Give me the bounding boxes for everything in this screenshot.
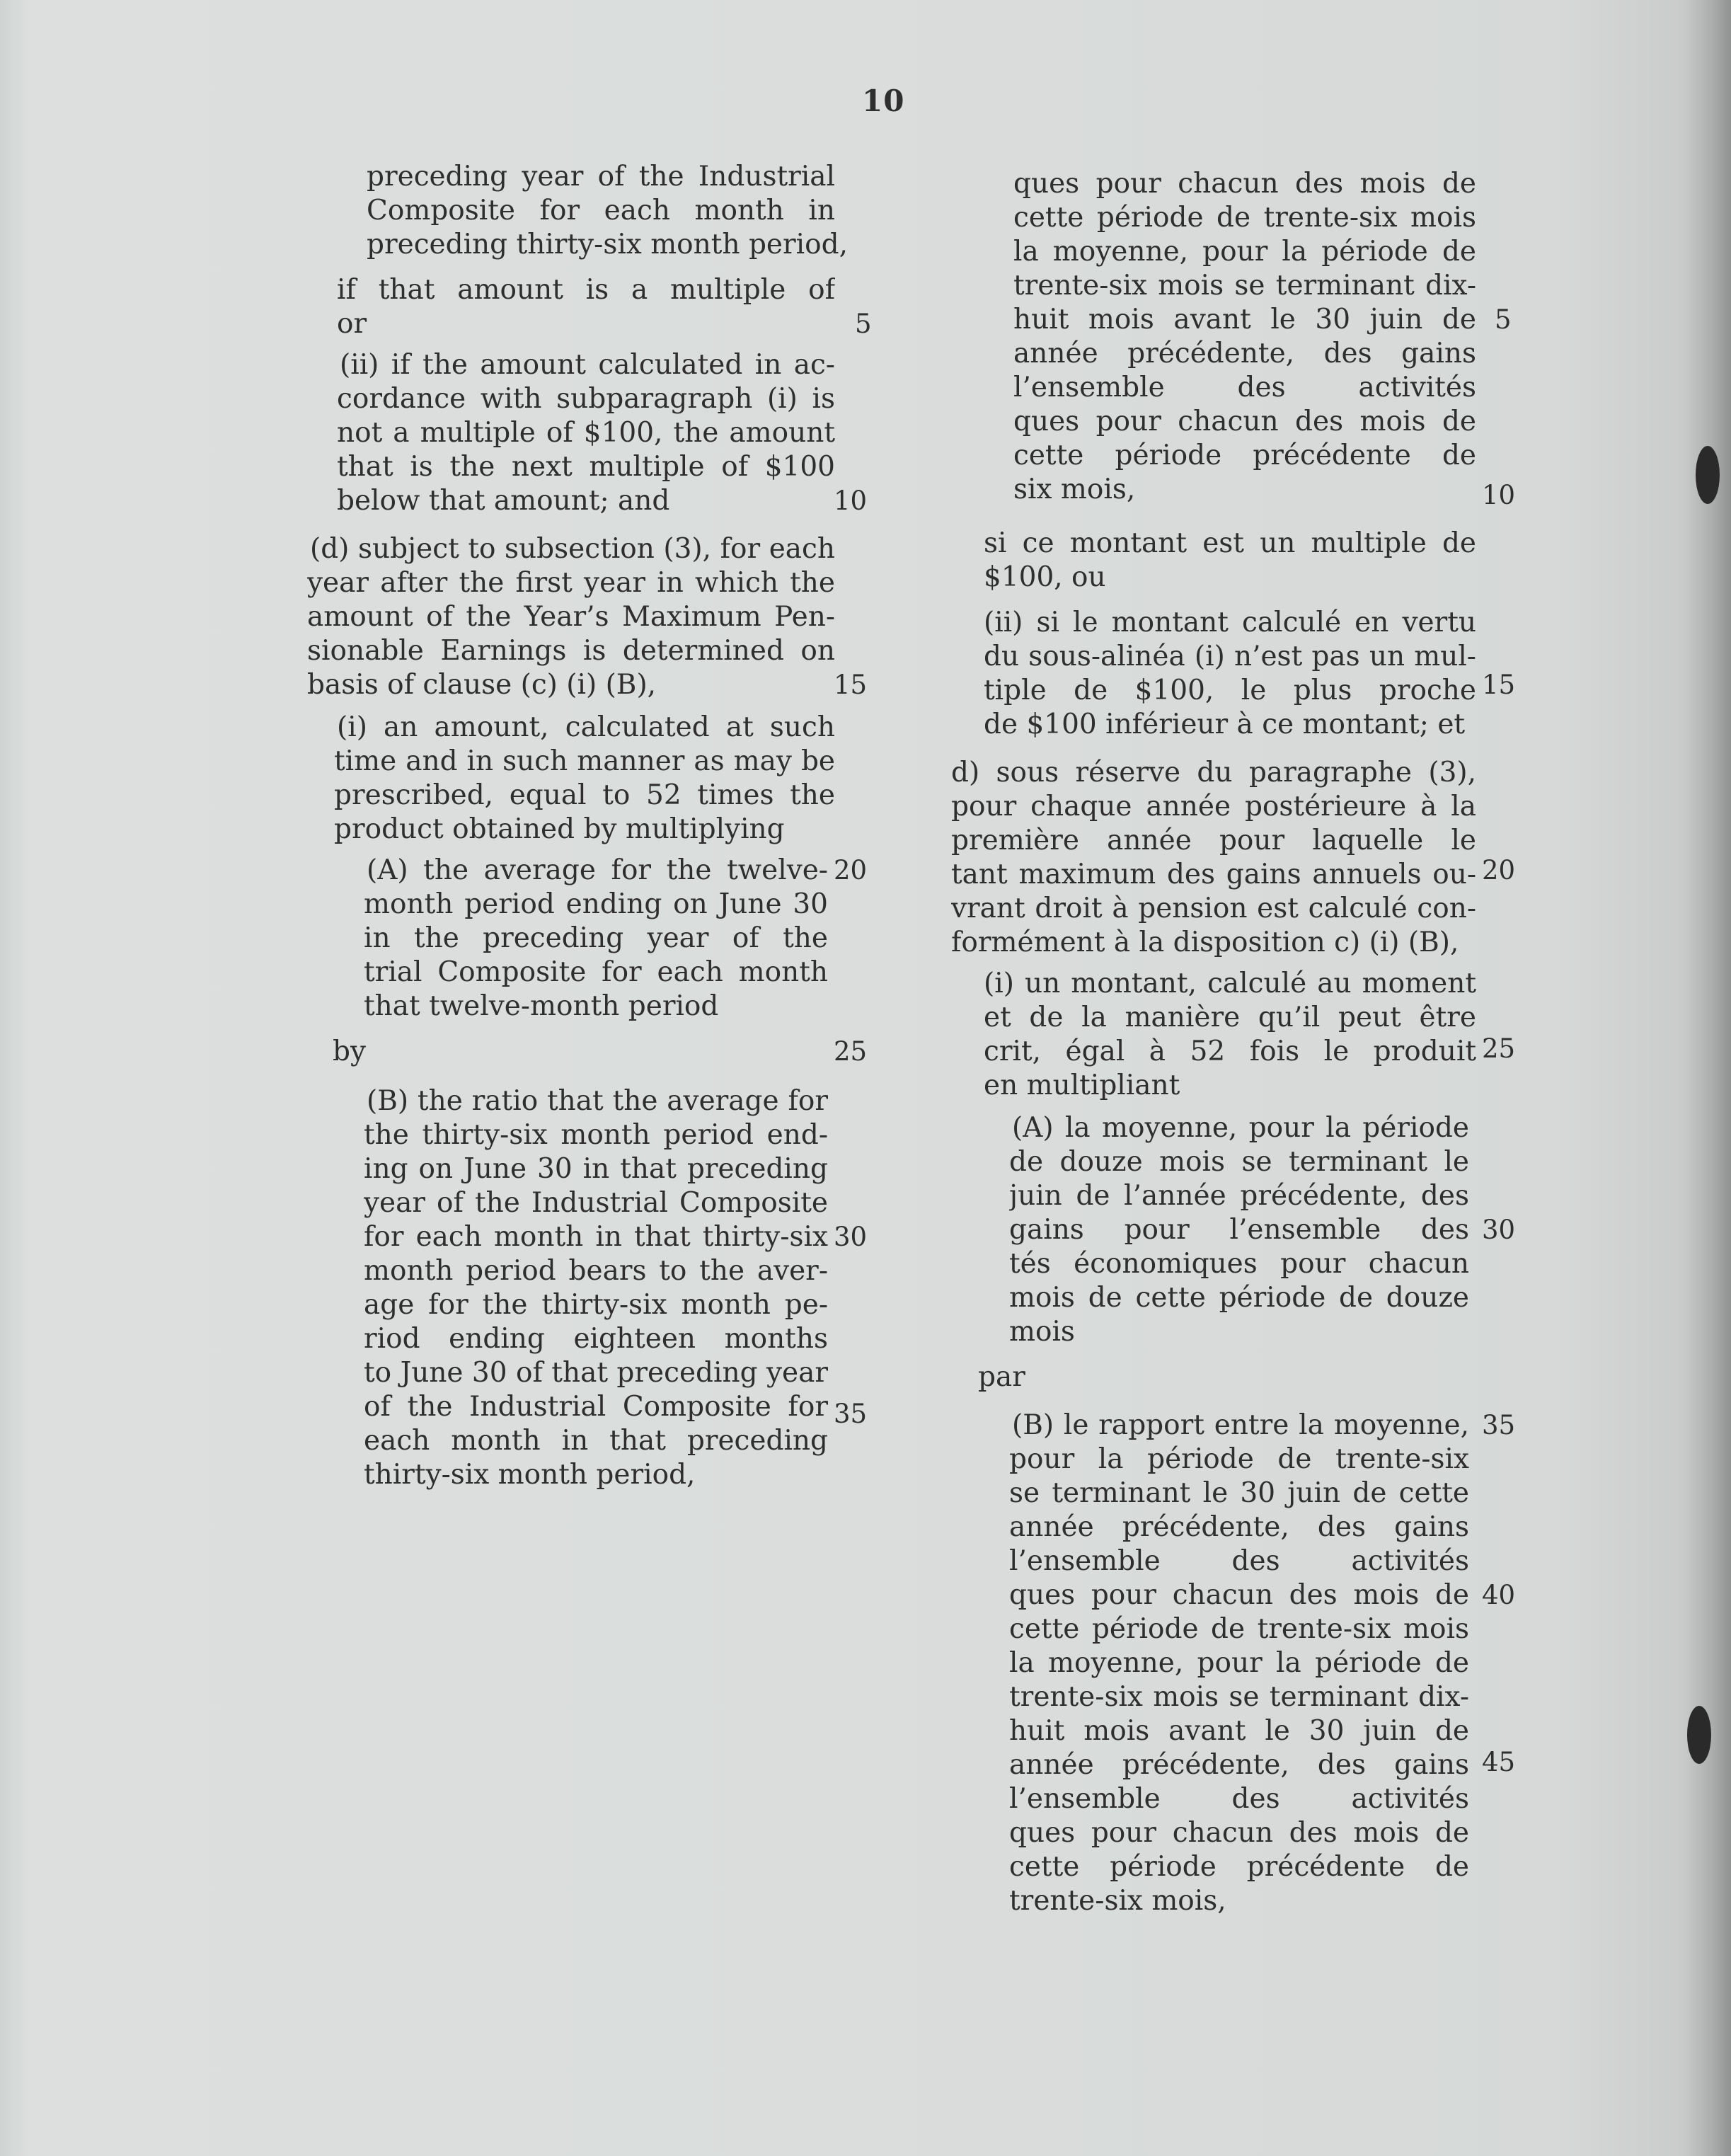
text-line: formément à la disposition c) (i) (B), (951, 927, 1459, 958)
text-line: $100, ou (984, 561, 1106, 593)
text-line: ques pour chacun des mois de (1009, 1579, 1469, 1611)
text-line: crit, égal à 52 fois le produit (984, 1036, 1476, 1067)
text-line: ing on June 30 in that preceding (364, 1153, 828, 1185)
text-line: pour la période de trente-six (1009, 1443, 1469, 1475)
line-number: 25 (834, 1036, 868, 1067)
text-line: Composite for each month in (367, 195, 835, 227)
text-line: année précédente, des gains (1009, 1749, 1469, 1781)
page-number: 10 (862, 84, 905, 118)
text-line: or (337, 308, 367, 340)
text-line: (i) an amount, calculated at such (337, 711, 835, 743)
text-line: cette période de trente-six mois (1013, 202, 1476, 234)
text-line: year after the first year in which the (307, 567, 835, 599)
text-line: pour chaque année postérieure à la (951, 791, 1476, 822)
text-line: six mois, (1013, 474, 1136, 505)
text-line: (ii) si le montant calculé en vertu (984, 607, 1476, 638)
text-line: by (333, 1036, 366, 1067)
text-line: preceding thirty-six month period, (367, 229, 848, 260)
text-line: tés économiques pour chacun (1009, 1248, 1469, 1280)
text-line: preceding year of the Industrial (367, 161, 835, 193)
text-line: de $100 inférieur à ce montant; et (984, 709, 1466, 740)
text-line: to June 30 of that preceding year (364, 1357, 828, 1389)
text-line: se terminant le 30 juin de cette (1009, 1477, 1469, 1509)
text-line: en multipliant (984, 1070, 1180, 1101)
text-line: d) sous réserve du paragraphe (3), (951, 757, 1476, 789)
text-line: tant maximum des gains annuels ou- (951, 859, 1476, 890)
text-line: (i) un montant, calculé au moment (984, 968, 1476, 999)
text-line: l’ensemble des activités (1013, 372, 1476, 403)
page-edge-shadow (1681, 0, 1731, 2156)
line-number: 35 (1482, 1410, 1516, 1440)
text-line: l’ensemble des activités (1009, 1783, 1469, 1815)
text-line: below that amount; and (337, 485, 670, 517)
text-line: thirty-six month period, (364, 1459, 696, 1491)
text-line: huit mois avant le 30 juin de (1013, 304, 1476, 336)
line-number: 10 (1482, 480, 1516, 510)
text-line: sionable Earnings is determined on (307, 635, 835, 667)
text-line: vrant droit à pension est calculé con- (951, 893, 1476, 924)
text-line: of the Industrial Composite for (364, 1391, 828, 1423)
text-line: time and in such manner as may be (334, 745, 835, 777)
text-line: cordance with subparagraph (i) is (337, 383, 835, 415)
text-line: du sous-alinéa (i) n’est pas un mul- (984, 641, 1476, 672)
text-line: (A) la moyenne, pour la période (1012, 1112, 1469, 1144)
text-line: par (978, 1361, 1025, 1393)
binder-hole-top (1696, 446, 1720, 504)
text-line: in the preceding year of the (364, 922, 828, 954)
text-line: month period ending on June 30 (364, 888, 828, 920)
text-line: ques pour chacun des mois de (1013, 406, 1476, 437)
text-line: cette période précédente de (1013, 440, 1476, 471)
text-line: trente-six mois se terminant dix- (1009, 1681, 1469, 1713)
text-line: année précédente, des gains (1013, 338, 1476, 369)
line-number: 45 (1482, 1747, 1516, 1777)
text-line: (ii) if the amount calculated in ac- (340, 349, 835, 381)
binder-hole-bottom (1687, 1706, 1711, 1764)
line-number: 10 (834, 486, 868, 516)
text-line: (d) subject to subsection (3), for each (310, 533, 835, 565)
text-line: la moyenne, pour la période de (1009, 1647, 1469, 1679)
text-line: huit mois avant le 30 juin de (1009, 1715, 1469, 1747)
line-number: 15 (1482, 670, 1516, 700)
text-line: age for the thirty-six month pe- (364, 1289, 828, 1321)
line-number: 35 (834, 1399, 868, 1429)
text-line: that is the next multiple of $100 (337, 451, 835, 483)
text-line: each month in that preceding (364, 1425, 828, 1457)
text-line: cette période de trente-six mois (1009, 1613, 1469, 1645)
text-line: gains pour l’ensemble des (1009, 1214, 1469, 1246)
text-line: (A) the average for the twelve- (367, 854, 828, 886)
text-line: the thirty-six month period end- (364, 1119, 828, 1151)
text-line: basis of clause (c) (i) (B), (307, 669, 657, 701)
text-line: trente-six mois se terminant dix- (1013, 270, 1476, 302)
text-line: (B) the ratio that the average for (367, 1085, 828, 1117)
text-line: l’ensemble des activités (1009, 1545, 1469, 1577)
text-line: if that amount is a multiple of (337, 274, 835, 306)
text-line: for each month in that thirty-six (364, 1221, 828, 1253)
text-line: tiple de $100, le plus proche (984, 675, 1476, 706)
line-number: 15 (834, 670, 868, 700)
text-line: not a multiple of $100, the amount (337, 417, 835, 449)
text-line: si ce montant est un multiple de (984, 527, 1476, 559)
text-line: product obtained by multiplying (334, 813, 785, 845)
text-line: juin de l’année précédente, des (1009, 1180, 1469, 1212)
text-line: de douze mois se terminant le (1009, 1146, 1469, 1178)
line-number: 5 (1495, 304, 1512, 335)
line-number: 5 (855, 309, 872, 339)
line-number: 30 (1482, 1215, 1516, 1245)
line-number: 25 (1482, 1033, 1516, 1064)
text-line: première année pour laquelle le (951, 825, 1476, 856)
text-line: month period bears to the aver- (364, 1255, 828, 1287)
text-line: trente-six mois, (1009, 1885, 1226, 1917)
text-line: trial Composite for each month (364, 956, 828, 988)
text-line: prescribed, equal to 52 times the (334, 779, 835, 811)
text-line: ques pour chacun des mois de (1009, 1817, 1469, 1849)
line-number: 40 (1482, 1580, 1516, 1610)
text-line: ques pour chacun des mois de (1013, 168, 1476, 200)
text-line: mois de cette période de douze (1009, 1282, 1469, 1314)
line-number: 20 (834, 855, 868, 885)
text-line: (B) le rapport entre la moyenne, (1012, 1409, 1469, 1441)
line-number: 30 (834, 1222, 868, 1252)
text-line: année précédente, des gains (1009, 1511, 1469, 1543)
text-line: year of the Industrial Composite (364, 1187, 828, 1219)
text-line: cette période précédente de (1009, 1851, 1469, 1883)
text-line: that twelve-month period (364, 990, 719, 1022)
text-line: et de la manière qu’il peut être (984, 1002, 1476, 1033)
line-number: 20 (1482, 855, 1516, 885)
text-line: amount of the Year’s Maximum Pen- (307, 601, 835, 633)
text-line: riod ending eighteen months (364, 1323, 828, 1355)
text-line: mois (1009, 1316, 1075, 1348)
text-line: la moyenne, pour la période de (1013, 236, 1476, 268)
